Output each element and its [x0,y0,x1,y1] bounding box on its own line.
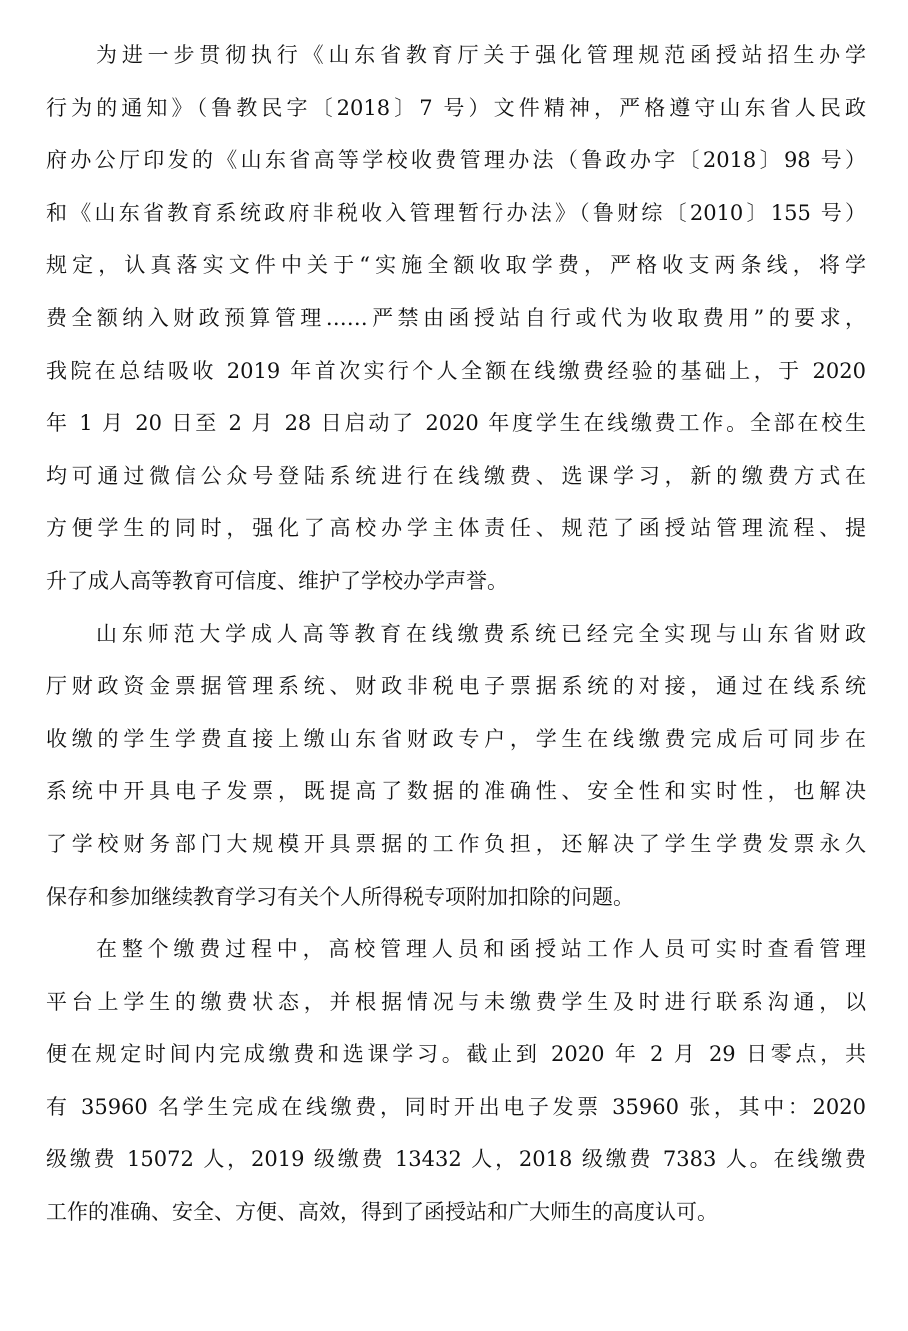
paragraph-2 [46,619,866,935]
text-line: 山东师范大学成人高等教育在线缴费系统已经完全实现与山东省财政 [96,621,866,646]
document-page [46,40,866,1250]
text-line: 年 1 月 20 日至 2 月 28 日启动了 2020 年度学生在线缴费工作。全部在校生 [46,411,866,436]
text-line: 有 35960 名学生完成在线缴费，同时开出电子发票 35960 张，其中：2020 [46,1094,866,1119]
text-line: 级缴费 15072 人，2019 级缴费 13432 人，2018 级缴费 7383 人。在线缴费 [46,1147,866,1172]
text-line: 平台上学生的缴费状态，并根据情况与未缴费学生及时进行联系沟通，以 [46,989,866,1014]
text-line: 保存和参加继续教育学习有关个人所得税专项附加扣除的问题。 [46,884,634,909]
text-line: 工作的准确、安全、方便、高效，得到了函授站和广大师生的高度认可。 [46,1200,718,1225]
text-line: 规定，认真落实文件中关于“实施全额收取学费，严格收支两条线，将学 [46,253,866,278]
text-line: 了学校财务部门大规模开具票据的工作负担，还解决了学生学费发票永久 [46,831,866,856]
text-line: 行为的通知》（鲁教民字〔2018〕7 号）文件精神，严格遵守山东省人民政 [46,95,866,120]
text-line: 方便学生的同时，强化了高校办学主体责任、规范了函授站管理流程、提 [46,516,866,541]
text-line: 府办公厅印发的《山东省高等学校收费管理办法（鲁政办字〔2018〕98 号） [46,148,866,173]
text-line: 厅财政资金票据管理系统、财政非税电子票据系统的对接，通过在线系统 [46,674,866,699]
text-line: 便在规定时间内完成缴费和选课学习。截止到 2020 年 2 月 29 日零点，共 [46,1042,866,1067]
text-line: 在整个缴费过程中，高校管理人员和函授站工作人员可实时查看管理 [96,937,866,962]
text-line: 升了成人高等教育可信度、维护了学校办学声誉。 [46,568,508,593]
text-line: 为进一步贯彻执行《山东省教育厅关于强化管理规范函授站招生办学 [96,43,866,67]
paragraph-1 [46,40,866,619]
text-line: 我院在总结吸收 2019 年首次实行个人全额在线缴费经验的基础上，于 2020 [46,358,866,383]
text-line: 系统中开具电子发票，既提高了数据的准确性、安全性和实时性，也解决 [46,779,866,804]
text-line: 均可通过微信公众号登陆系统进行在线缴费、选课学习，新的缴费方式在 [46,463,866,488]
text-line: 和《山东省教育系统政府非税收入管理暂行办法》（鲁财综〔2010〕155 号） [46,200,866,225]
text-line: 收缴的学生学费直接上缴山东省财政专户，学生在线缴费完成后可同步在 [46,726,866,751]
text-line: 费全额纳入财政预算管理……严禁由函授站自行或代为收取费用”的要求， [46,305,866,330]
paragraph-3 [46,934,866,1250]
